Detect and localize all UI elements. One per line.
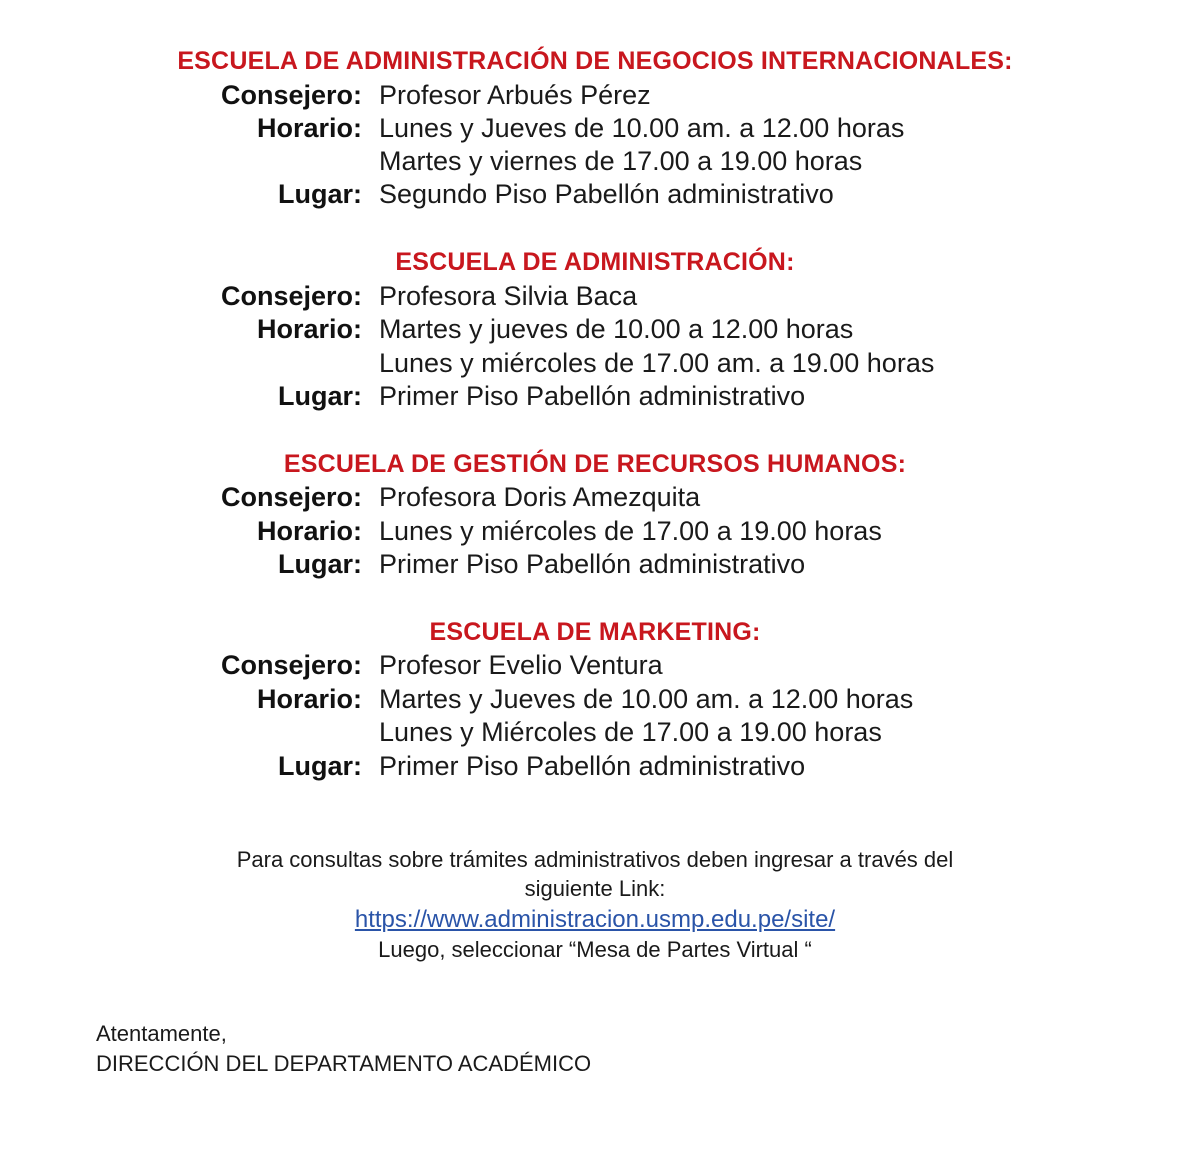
horario-label: Horario: bbox=[256, 314, 362, 344]
horario-value: Lunes y miércoles de 17.00 am. a 19.00 horas bbox=[379, 348, 935, 378]
closing-text: Atentamente, bbox=[96, 1021, 227, 1046]
consejero-value: Profesora Doris Amezquita bbox=[379, 482, 701, 512]
lugar-value: Primer Piso Pabellón administrativo bbox=[379, 549, 806, 579]
signer-text: DIRECCIÓN DEL DEPARTAMENTO ACADÉMICO bbox=[96, 1051, 592, 1076]
administracion-site-link[interactable]: https://www.administracion.usmp.edu.pe/site/ bbox=[354, 906, 836, 933]
school-title-negocios-internacionales: ESCUELA DE ADMINISTRACIÓN DE NEGOCIOS INTERNACIONALES: bbox=[177, 47, 1013, 75]
lugar-label: Lugar: bbox=[278, 751, 362, 781]
consejero-label: Consejero: bbox=[220, 281, 362, 311]
consejero-value: Profesora Silvia Baca bbox=[379, 281, 638, 311]
lugar-label: Lugar: bbox=[278, 179, 362, 209]
consejero-label: Consejero: bbox=[220, 650, 362, 680]
footer-after-link: Luego, seleccionar “Mesa de Partes Virtual “ bbox=[378, 937, 812, 962]
horario-label: Horario: bbox=[256, 113, 362, 143]
school-title-recursos-humanos: ESCUELA DE GESTIÓN DE RECURSOS HUMANOS: bbox=[283, 450, 907, 478]
horario-value: Martes y viernes de 17.00 a 19.00 horas bbox=[379, 146, 863, 176]
lugar-value: Segundo Piso Pabellón administrativo bbox=[379, 179, 834, 209]
school-title-administracion: ESCUELA DE ADMINISTRACIÓN: bbox=[395, 248, 795, 276]
horario-label: Horario: bbox=[256, 516, 362, 546]
footer-note-line2: siguiente Link: bbox=[524, 876, 666, 901]
footer-note-line1: Para consultas sobre trámites administrativos deben ingresar a través del bbox=[236, 847, 954, 872]
lugar-label: Lugar: bbox=[278, 381, 362, 411]
horario-value: Martes y jueves de 10.00 a 12.00 horas bbox=[379, 314, 854, 344]
consejero-value: Profesor Evelio Ventura bbox=[379, 650, 663, 680]
horario-value: Lunes y miércoles de 17.00 a 19.00 horas bbox=[379, 516, 882, 546]
lugar-label: Lugar: bbox=[278, 549, 362, 579]
horario-value: Lunes y Miércoles de 17.00 a 19.00 horas bbox=[379, 717, 882, 747]
horario-value: Lunes y Jueves de 10.00 am. a 12.00 horas bbox=[379, 113, 905, 143]
consejero-label: Consejero: bbox=[220, 80, 362, 110]
consejero-value: Profesor Arbués Pérez bbox=[379, 80, 651, 110]
lugar-value: Primer Piso Pabellón administrativo bbox=[379, 751, 806, 781]
school-title-marketing: ESCUELA DE MARKETING: bbox=[429, 618, 761, 646]
lugar-value: Primer Piso Pabellón administrativo bbox=[379, 381, 806, 411]
consejero-label: Consejero: bbox=[220, 482, 362, 512]
footer-link-container bbox=[0, 905, 1190, 935]
horario-label: Horario: bbox=[256, 684, 362, 714]
horario-value: Martes y Jueves de 10.00 am. a 12.00 horas bbox=[379, 684, 914, 714]
